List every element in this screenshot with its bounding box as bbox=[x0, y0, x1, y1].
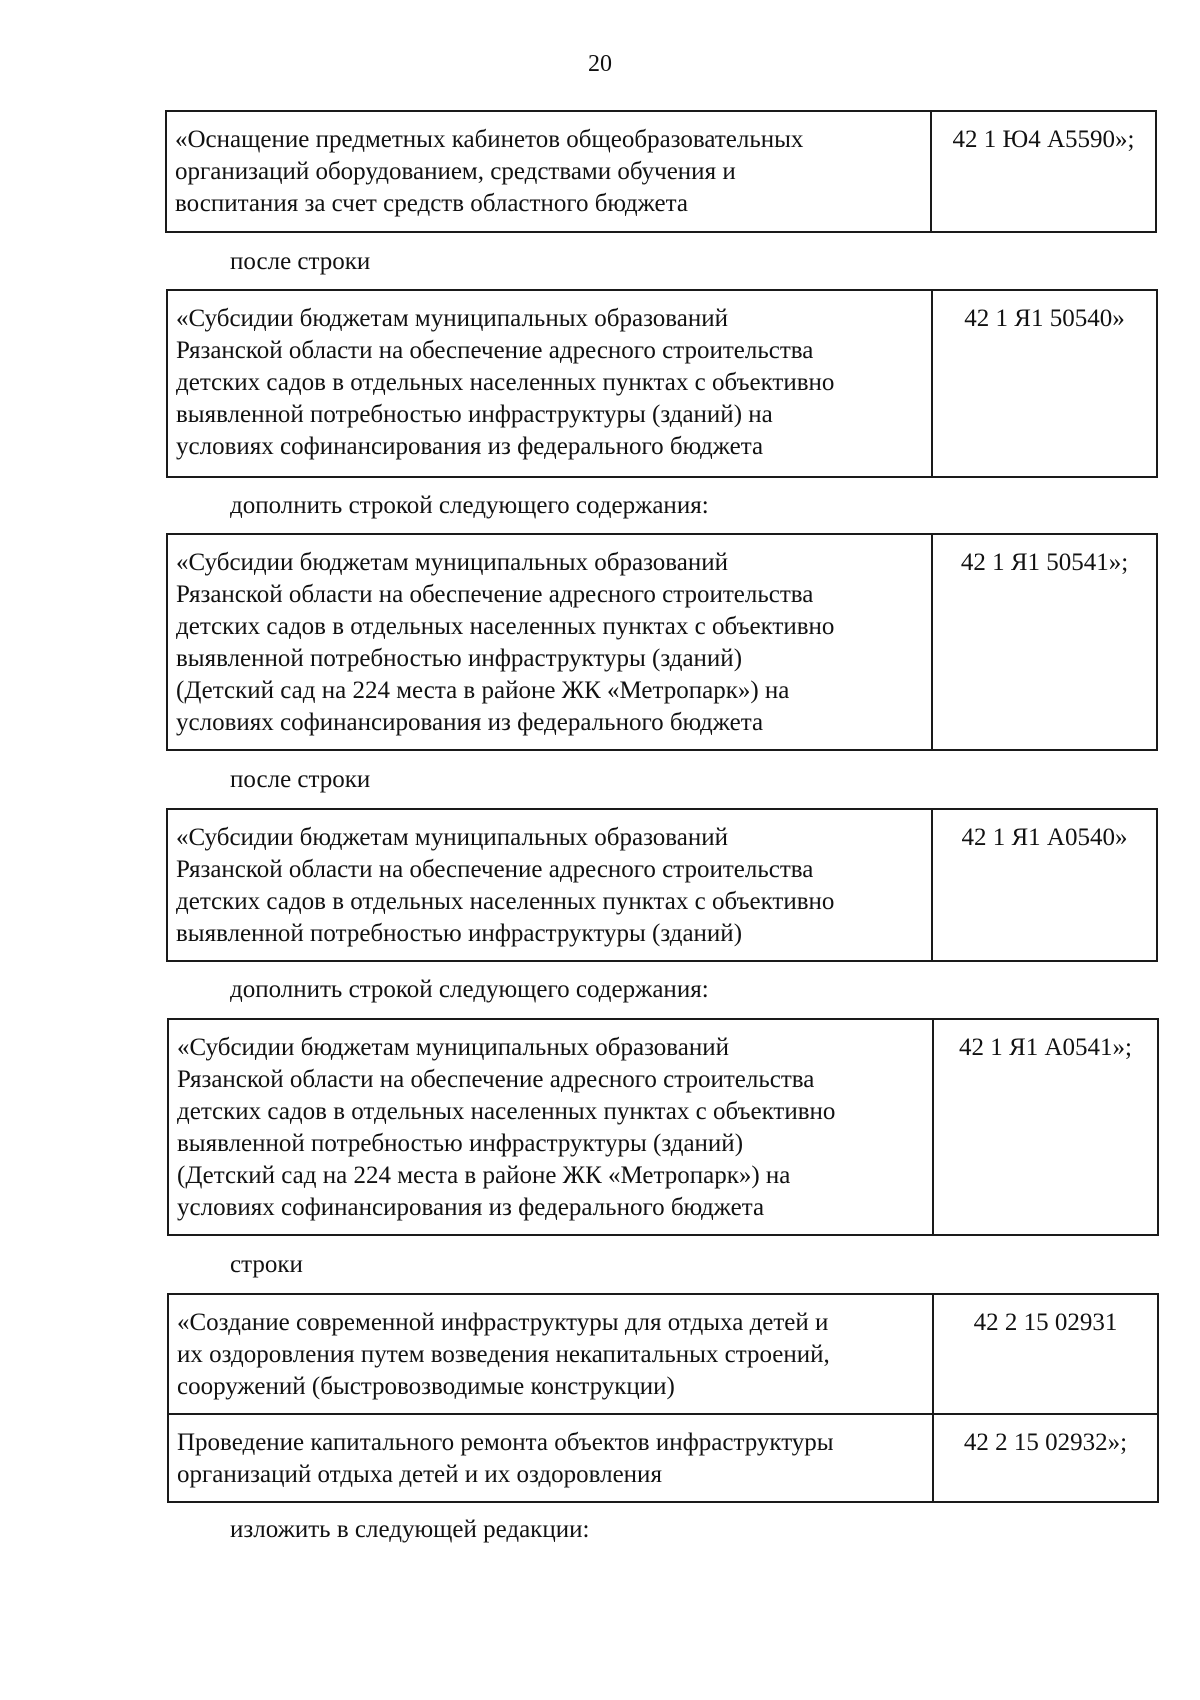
instruction-lines: строки bbox=[230, 1251, 303, 1278]
expense-name-line: условиях софинансирования из федерального бюджета bbox=[176, 433, 764, 460]
expense-name-line: выявленной потребностью инфраструктуры (зданий) bbox=[176, 645, 743, 672]
expense-name-line: выявленной потребностью инфраструктуры (зданий) bbox=[176, 920, 743, 947]
expense-name-line: «Оснащение предметных кабинетов общеобразовательных bbox=[175, 126, 804, 153]
table-rows bbox=[167, 290, 1157, 477]
instruction-restate: изложить в следующей редакции: bbox=[230, 1516, 590, 1543]
instruction-after-line: после строки bbox=[230, 766, 371, 793]
expense-name-line: выявленной потребностью инфраструктуры (зданий) на bbox=[176, 401, 773, 428]
budget-code-cell: 42 1 Я1 50541»; bbox=[932, 534, 1157, 750]
expense-name-line: условиях софинансирования из федерального бюджета bbox=[176, 709, 764, 736]
budget-code-table bbox=[166, 289, 1158, 478]
table-row bbox=[168, 1294, 1158, 1414]
table-rows bbox=[168, 1019, 1158, 1235]
expense-name-line: (Детский сад на 224 места в районе ЖК «Метропарк») на bbox=[176, 677, 790, 704]
expense-name-cell bbox=[167, 534, 932, 750]
expense-name-line: «Субсидии бюджетам муниципальных образований bbox=[176, 549, 729, 576]
budget-code-table bbox=[167, 1018, 1159, 1236]
expense-name-line: (Детский сад на 224 места в районе ЖК «Метропарк») на bbox=[177, 1162, 791, 1189]
page-number: 20 bbox=[588, 51, 612, 77]
expense-name-line: Рязанской области на обеспечение адресного строительства bbox=[176, 581, 814, 608]
expense-name-line: детских садов в отдельных населенных пунктах с объективно bbox=[177, 1098, 836, 1125]
expense-name-line: детских садов в отдельных населенных пунктах с объективно bbox=[176, 613, 835, 640]
expense-name-line: условиях софинансирования из федерального бюджета bbox=[177, 1194, 765, 1221]
expense-name-line: Рязанской области на обеспечение адресного строительства bbox=[176, 337, 814, 364]
expense-name-line: Проведение капитального ремонта объектов инфраструктуры bbox=[177, 1429, 834, 1456]
budget-code-table bbox=[165, 110, 1157, 233]
table-row bbox=[167, 534, 1157, 750]
expense-name-line: их оздоровления путем возведения некапитальных строений, bbox=[177, 1341, 830, 1368]
expense-name-cell bbox=[166, 111, 931, 232]
budget-code-table bbox=[166, 808, 1158, 962]
instruction-add-line: дополнить строкой следующего содержания: bbox=[230, 976, 709, 1003]
expense-name-line: сооружений (быстровозводимые конструкции) bbox=[177, 1373, 675, 1400]
budget-code-cell: 42 1 Я1 50540» bbox=[932, 290, 1157, 477]
expense-name-cell bbox=[168, 1019, 933, 1235]
expense-name-line: Рязанской области на обеспечение адресного строительства bbox=[176, 856, 814, 883]
budget-code-cell: 42 1 Я1 А0540» bbox=[932, 809, 1157, 961]
expense-name-line: детских садов в отдельных населенных пунктах с объективно bbox=[176, 888, 835, 915]
expense-name-line: Рязанской области на обеспечение адресного строительства bbox=[177, 1066, 815, 1093]
budget-code-cell: 42 1 Ю4 А5590»; bbox=[931, 111, 1156, 232]
budget-code-table bbox=[166, 533, 1158, 751]
instruction-add-line: дополнить строкой следующего содержания: bbox=[230, 492, 709, 519]
expense-name-line: организаций оборудованием, средствами обучения и bbox=[175, 158, 736, 185]
expense-name-line: «Создание современной инфраструктуры для отдыха детей и bbox=[177, 1309, 829, 1336]
budget-code-cell: 42 2 15 02932»; bbox=[933, 1414, 1158, 1502]
budget-code-cell: 42 2 15 02931 bbox=[933, 1294, 1158, 1414]
table-row bbox=[168, 1414, 1158, 1502]
table-rows bbox=[166, 111, 1156, 232]
expense-name-line: детских садов в отдельных населенных пунктах с объективно bbox=[176, 369, 835, 396]
expense-name-cell bbox=[168, 1414, 933, 1502]
expense-name-line: выявленной потребностью инфраструктуры (зданий) bbox=[177, 1130, 744, 1157]
expense-name-line: организаций отдыха детей и их оздоровления bbox=[177, 1461, 662, 1488]
table-rows bbox=[167, 809, 1157, 961]
expense-name-line: «Субсидии бюджетам муниципальных образований bbox=[176, 305, 729, 332]
expense-name-line: воспитания за счет средств областного бюджета bbox=[175, 190, 688, 217]
expense-name-cell bbox=[168, 1294, 933, 1414]
expense-name-line: «Субсидии бюджетам муниципальных образований bbox=[177, 1034, 730, 1061]
table-row bbox=[166, 111, 1156, 232]
table-rows bbox=[168, 1294, 1158, 1502]
table-rows bbox=[167, 534, 1157, 750]
budget-code-table bbox=[167, 1293, 1159, 1503]
table-row bbox=[167, 290, 1157, 477]
expense-name-cell bbox=[167, 290, 932, 477]
expense-name-cell bbox=[167, 809, 932, 961]
expense-name-line: «Субсидии бюджетам муниципальных образований bbox=[176, 824, 729, 851]
budget-code-cell: 42 1 Я1 А0541»; bbox=[933, 1019, 1158, 1235]
instruction-after-line: после строки bbox=[230, 248, 371, 275]
table-row bbox=[167, 809, 1157, 961]
table-row bbox=[168, 1019, 1158, 1235]
